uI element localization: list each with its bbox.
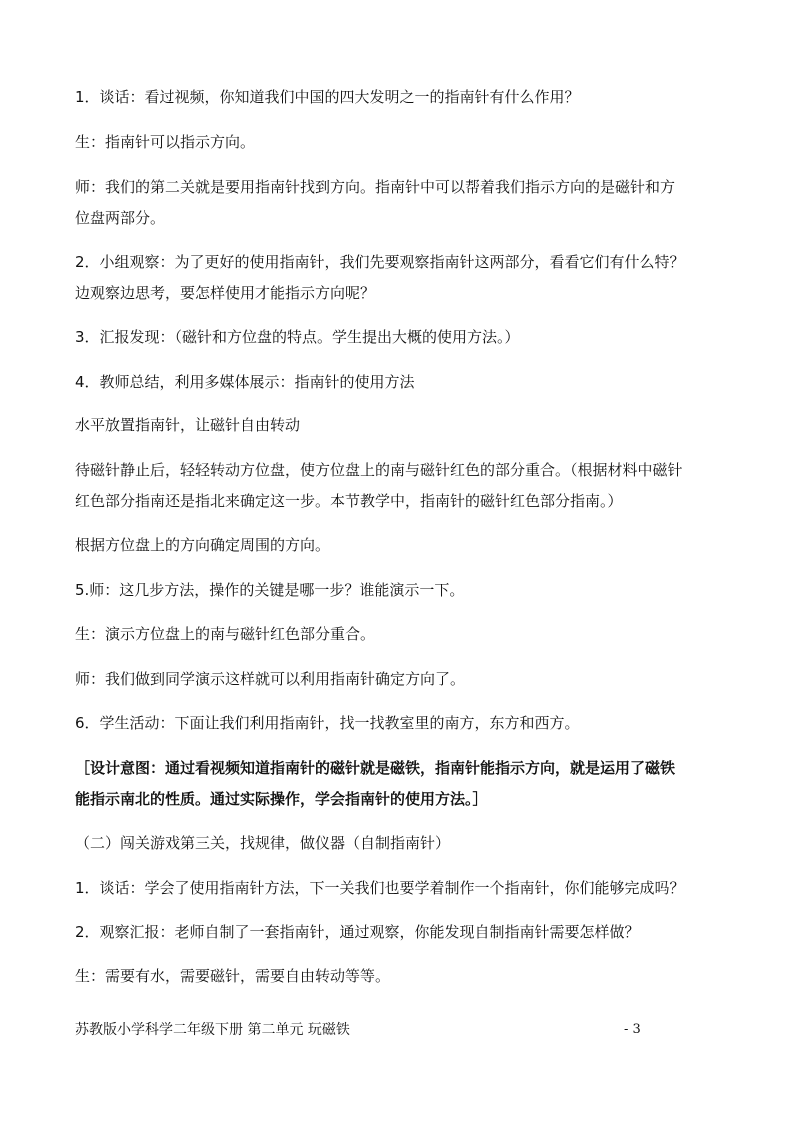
footer-title: 苏教版小学科学二年级下册 第二单元 玩磁铁 [75, 1022, 350, 1038]
paragraph-teacher-1-line-2: 位盘两部分。 [75, 209, 166, 227]
paragraph-step-1: 水平放置指南针，让磁针自由转动 [75, 416, 301, 434]
paragraph-student-activity: 6．学生活动：下面让我们利用指南针，找一找教室里的南方，东方和西方。 [75, 714, 580, 732]
design-intent-line-1: ［设计意图：通过看视频知道指南针的磁针就是磁铁，指南针能指示方向，就是运用了磁铁 [75, 759, 676, 777]
paragraph-observe-report: 2．观察汇报：老师自制了一套指南针，通过观察，你能发现自制指南针需要怎样做？ [75, 923, 640, 941]
paragraph-teacher-1-line-1: 师：我们的第二关就是要用指南针找到方向。指南针中可以帮着我们指示方向的是磁针和方 [75, 178, 676, 196]
paragraph-report: 3．汇报发现：（磁针和方位盘的特点。学生提出大概的使用方法。） [75, 328, 520, 346]
paragraph-teacher-2: 师：我们做到同学演示这样就可以利用指南针确定方向了。 [75, 670, 466, 688]
paragraph-talk-1: 1．谈话：看过视频，你知道我们中国的四大发明之一的指南针有什么作用？ [75, 88, 580, 106]
paragraph-student-demo: 生：演示方位盘上的南与磁针红色部分重合。 [75, 625, 376, 643]
paragraph-group-observe-line-1: 2．小组观察：为了更好的使用指南针，我们先要观察指南针这两部分，看看它们有什么特？ [75, 253, 685, 271]
paragraph-student-answer-2: 生：需要有水，需要磁针，需要自由转动等等。 [75, 967, 391, 985]
paragraph-group-observe-line-2: 边观察边思考，要怎样使用才能指示方向呢？ [75, 284, 376, 302]
section-heading-level-3: （二）闯关游戏第三关，找规律，做仪器（自制指南针） [75, 834, 451, 852]
page-number: - 3 [624, 1022, 641, 1037]
paragraph-step-2-line-1: 待磁针静止后，轻轻转动方位盘，使方位盘上的南与磁针红色的部分重合。（根据材料中磁针 [75, 461, 683, 479]
paragraph-talk-2: 1．谈话：学会了使用指南针方法，下一关我们也要学着制作一个指南针，你们能够完成吗？ [75, 879, 685, 897]
paragraph-teacher-summary: 4．教师总结，利用多媒体展示：指南针的使用方法 [75, 373, 415, 391]
design-intent-line-2: 能指示南北的性质。通过实际操作，学会指南针的使用方法。］ [75, 790, 488, 808]
paragraph-step-2-line-2: 红色部分指南还是指北来确定这一步。本节教学中，指南针的磁针红色部分指南。） [75, 492, 623, 510]
paragraph-teacher-question: 5.师：这几步方法，操作的关键是哪一步？谁能演示一下。 [75, 581, 465, 599]
paragraph-step-3: 根据方位盘上的方向确定周围的方向。 [75, 536, 331, 554]
paragraph-student-answer-1: 生：指南针可以指示方向。 [75, 133, 256, 151]
